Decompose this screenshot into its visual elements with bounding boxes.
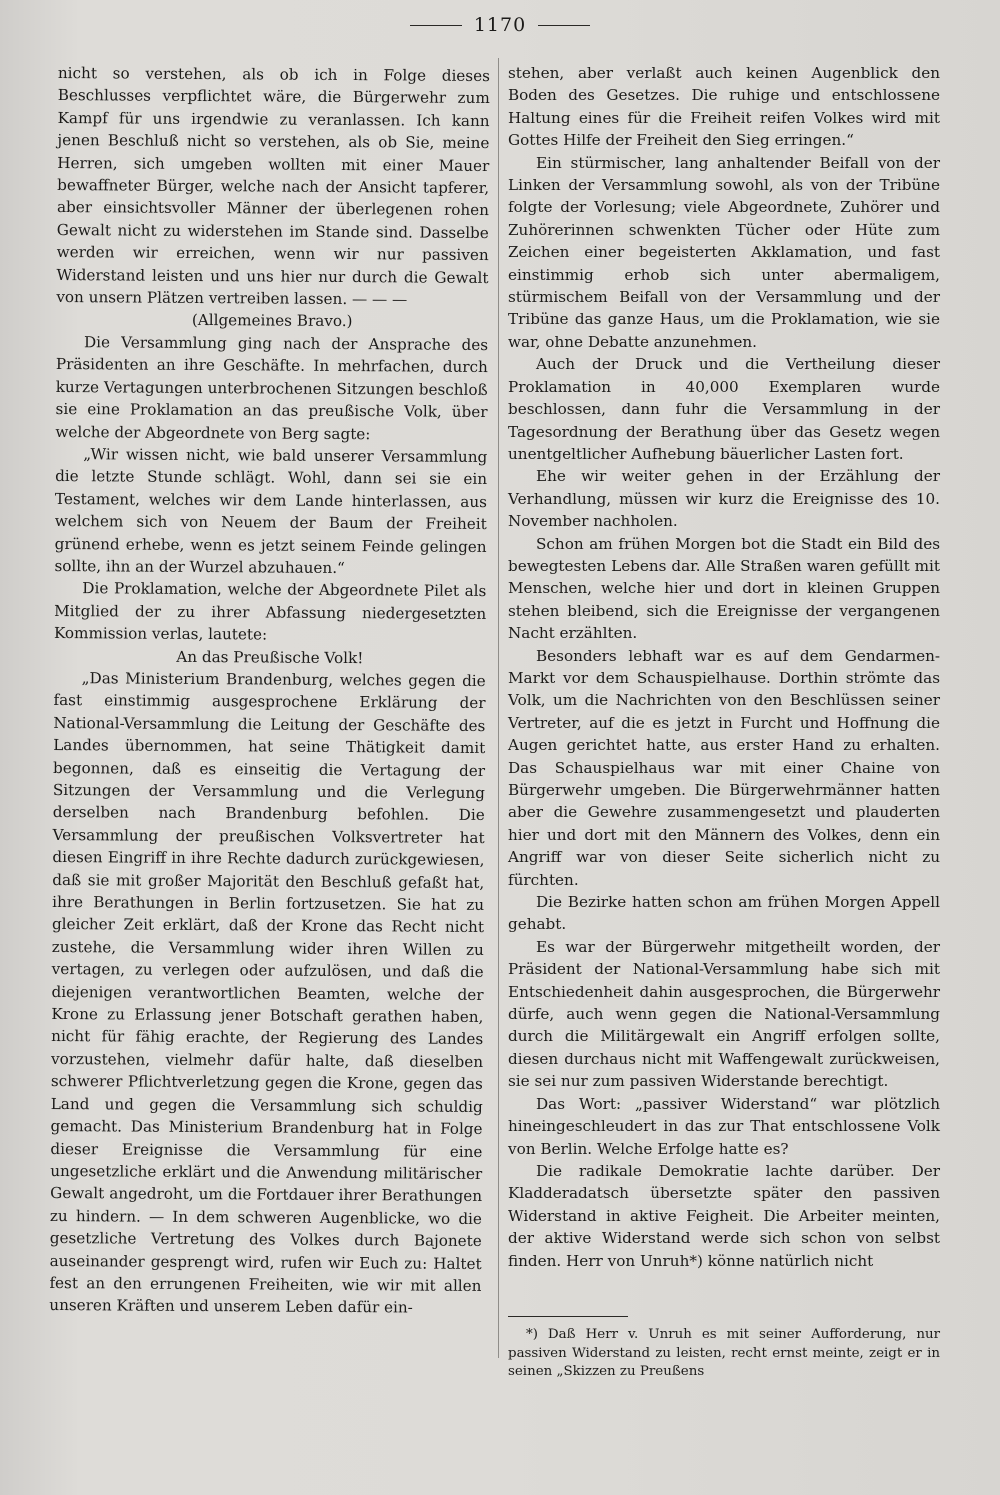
paragraph: nicht so verstehen, als ob ich in Folge dieses Beschlusses verpflichtet wäre, die Bürgerwehr zum Kampf für uns irgendwie zu veranlassen. Ich kann jenen Beschluß nicht so verstehen, als ob Sie, meine Herren, sich umgeben wollten mit einer Mauer bewaffneter Bürger, welche nach der Ansicht tapferer, aber einsichtsvoller Männer der überlegenen rohen Gewalt nicht zu widerstehen im Stande sind. Dasselbe werden wir erreichen, wenn wir nur passiven Widerstand leisten und uns hier nur durch die Gewalt von unsern Plätzen vertreiben lassen. — — —	[56, 63, 490, 309]
proclamation-heading: An das Preußische Volk!	[176, 647, 364, 667]
paragraph: stehen, aber verlaßt auch keinen Augenblick den Boden des Gesetzes. Die ruhige und entschlossene Haltung eines für die Freiheit reifen Volkes wird mit Gottes Hilfe der Freiheit den Sieg erringen.“	[508, 64, 940, 150]
applause-note: (Allgemeines Bravo.)	[191, 311, 353, 331]
footnote-rule	[508, 1316, 628, 1317]
paragraph: Die Proklamation, welche der Abgeordnete Pilet als Mitglied der zu ihrer Abfassung niedergesetzten Kommission verlas, lautete:	[53, 579, 487, 644]
paragraph: Besonders lebhaft war es auf dem Gendarmen-Markt vor dem Schauspielhause. Dorthin strömte das Volk, um die Nachrichten von den Beschlüssen seiner Vertreter, auf die es jetzt in Furcht und Hoffnung die Augen gerichtet hatte, aus erster Hand zu erhalten. Das Schauspielhaus war mit einer Chaine von Bürgerwehr umgeben. Die Bürgerwehrmänner hatten aber die Gewehre zusammengesetzt und plauderten hier und dort mit den Männern des Volkes, denn ein Angriff war von dieser Seite sicherlich nicht zu fürchten.	[508, 646, 940, 889]
paragraph: Ein stürmischer, lang anhaltender Beifall von der Linken der Versammlung sowohl, als von der Tribüne folgte der Vorlesung; viele Abgeordnete, Zuhörer und Zuhörerinnen schwenkten Tücher oder Hüte zum Zeichen einer begeisterten Akklamation, und fast einstimmig erhob sich unter abermaligem, stürmischem Beifall von der Versammlung und der Tribüne das ganze Haus, um die Proklamation, wie sie war, ohne Debatte anzunehmen.	[508, 153, 940, 351]
paragraph: Schon am frühen Morgen bot die Stadt ein Bild des bewegtesten Lebens dar. Alle Straßen waren gefüllt mit Menschen, welche hier und dort in kleinen Gruppen stehen bleibend, sich die Ereignisse der vergangenen Nacht erzählten.	[508, 534, 940, 643]
page-number: 1170	[473, 14, 527, 36]
right-column	[508, 62, 940, 1272]
page-header	[0, 14, 1000, 36]
proclamation-text: „Das Ministerium Brandenburg, welches gegen die fast einstimmig ausgesprochene Erklärung der National-Versammlung die Leitung der Geschäfte des Landes übernommen, hat seine Thätigkeit damit begonnen, daß es einseitig die Vertagung der Sitzungen der Versammlung und die Verlegung derselben nach Brandenburg befohlen. Die Versammlung der preußischen Volksvertreter hat diesen Eingriff in ihre Rechte dadurch zurückgewiesen, daß sie mit großer Majorität den Beschluß gefaßt hat, ihre Berathungen in Berlin fortzusetzen. Sie hat zu gleicher Zeit erklärt, daß der Krone das Recht nicht zustehe, die Versammlung wider ihren Willen zu vertagen, zu verlegen oder aufzulösen, und daß die diejenigen verantwortlichen Beamten, welche der Krone zu Erlassung jener Botschaft gerathen haben, nicht für fähig erachte, der Regierung des Landes vorzustehen, vielmehr dafür halte, daß dieselben schwerer Pflichtverletzung gegen die Krone, gegen das Land und gegen die Versammlung sich schuldig gemacht. Das Ministerium Brandenburg hat in Folge dieser Ereignisse die Versammlung für eine ungesetzliche erklärt und die Anwendung militärischer Gewalt angedroht, um die Fortdauer ihrer Berathungen zu hindern. — In dem schweren Augenblicke, wo die gesetzliche Vertretung des Volkes durch Bajonete auseinander gesprengt wird, rufen wir Euch zu: Haltet fest an den errungenen Freiheiten, wie wir mit allen unseren Kräften und unserem Leben dafür ein-	[49, 669, 486, 1317]
paragraph: Es war der Bürgerwehr mitgetheilt worden, der Präsident der National-Versammlung habe sich mit Entschiedenheit dahin ausgesprochen, die Bürgerwehr dürfe, auch wenn gegen die National-Versammlung durch die Militärgewalt ein Angriff erfolgen sollte, diesen durchaus nicht mit Waffengewalt zurückweisen, sie sei nur zum passiven Widerstande berechtigt.	[508, 937, 940, 1091]
column-divider	[498, 58, 499, 1358]
paragraph: Ehe wir weiter gehen in der Erzählung der Verhandlung, müssen wir kurz die Ereignisse des 10. November nachholen.	[508, 467, 940, 531]
left-column	[49, 62, 490, 1320]
paragraph: Die Bezirke hatten schon am frühen Morgen Appell gehabt.	[508, 893, 940, 934]
header-rule-right	[538, 25, 590, 26]
paragraph: Das Wort: „passiver Widerstand“ war plötzlich hineingeschleudert in das zur That entschlossene Volk von Berlin. Welche Erfolge hatte es?	[508, 1094, 940, 1158]
quotation: „Wir wissen nicht, wie bald unserer Versammlung die letzte Stunde schlägt. Wohl, dann sei sie ein Testament, welches wir dem Lande hinterlassen, aus welchem sich von Neuem der Baum der Freiheit grünend erhebe, wenn es jetzt seinem Feinde gelingen sollte, ihn an der Wurzel abzuhauen.“	[54, 445, 488, 577]
paragraph: Die radikale Demokratie lachte darüber. Der Kladderadatsch übersetzte später den passiven Widerstand in aktive Feigheit. Die Arbeiter meinten, der aktive Widerstand werde sich schon von selbst finden. Herr von Unruh*) könne natürlich nicht	[508, 1161, 940, 1270]
paragraph: Die Versammlung ging nach der Ansprache des Präsidenten an ihre Geschäfte. In mehrfachen, durch kurze Vertagungen unterbrochenen Sitzungen beschloß sie eine Proklamation an das preußische Volk, über welche der Abgeordnete von Berg sagte:	[55, 333, 489, 443]
header-rule-left	[410, 25, 462, 26]
paragraph: Auch der Druck und die Vertheilung dieser Proklamation in 40,000 Exemplaren wurde beschlossen, dann fuhr die Versammlung in der Tagesordnung der Berathung über das Gesetz wegen unentgeltlicher Aufhebung bäuerlicher Lasten fort.	[508, 355, 940, 463]
footnote: *) Daß Herr v. Unruh es mit seiner Aufforderung, nur passiven Widerstand zu leisten, recht ernst meinte, zeigt er in seinen „Skizzen zu Preußens	[508, 1327, 940, 1380]
